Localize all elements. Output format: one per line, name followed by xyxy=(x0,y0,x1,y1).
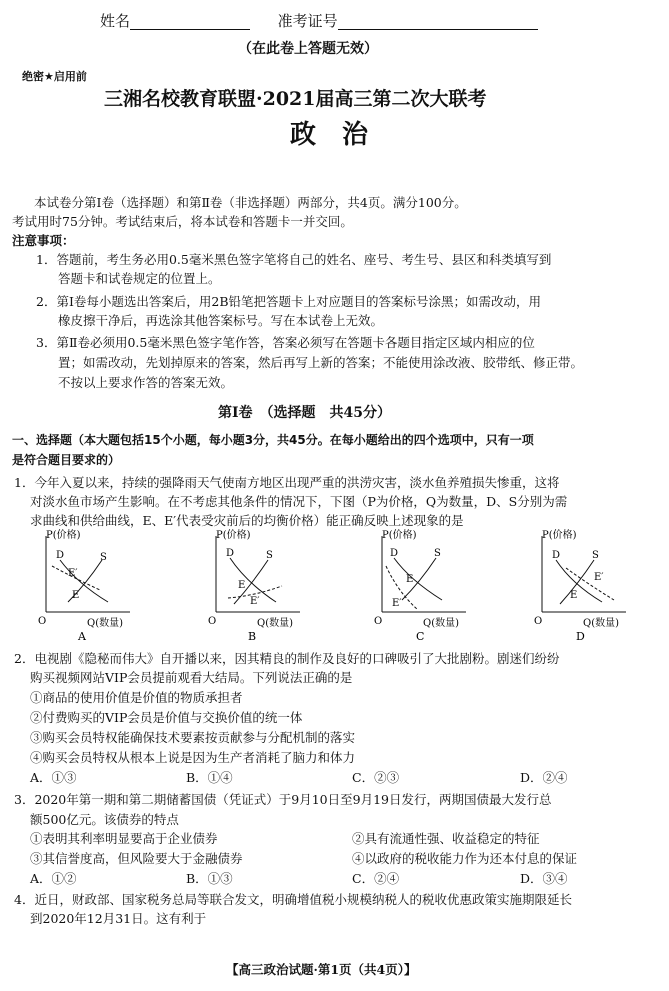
intro-line-2: 考试用时75分钟。考试结束后，将本试卷和答题卡一并交回。 xyxy=(12,214,353,229)
q3-stmt-1: ①表明其利率明显要高于企业债券 xyxy=(30,831,218,846)
header-fields xyxy=(100,13,538,30)
section-instr-a: 一、选择题（本大题包括15个小题，每小题3分，共45分。在每小题给出的四个选项中，只有一项 xyxy=(12,433,534,447)
q3-stmt-4: ④以政府的税收能力作为还本付息的保证 xyxy=(352,851,578,866)
graph-d xyxy=(534,528,626,643)
q1-line-a: 1．今年入夏以来，持续的强降雨天气使南方地区出现严重的洪涝灾害，淡水鱼养殖损失惨重，这将 xyxy=(14,475,560,490)
graph-d-e: E xyxy=(570,590,578,601)
graph-c xyxy=(374,528,466,643)
q2-line-a: 2．电视剧《隐秘而伟大》自开播以来，因其精良的制作及良好的口碑吸引了大批剧粉。剧迷们纷纷 xyxy=(14,651,560,666)
graph-a-y-label: P(价格) xyxy=(46,530,81,541)
notice-3c: 不按以上要求作答的答案无效。 xyxy=(58,375,234,390)
graph-b-origin: O xyxy=(208,616,217,627)
graph-d-x-label: Q(数量) xyxy=(583,618,620,629)
graph-d-s: S xyxy=(592,550,599,561)
q2-option-d: D．②④ xyxy=(520,770,568,785)
q3-line-a: 3．2020年第一期和第二期储蓄国债（凭证式）于9月10日至9月19日发行，两期国债最大发行总 xyxy=(14,792,552,807)
q3-option-d: D．③④ xyxy=(520,871,568,886)
subject-title: 政 治 xyxy=(290,120,369,150)
notice-title: 注意事项： xyxy=(12,233,75,248)
q1-line-b: 对淡水鱼市场产生影响。在不考虑其他条件的情况下，下图（P为价格，Q为数量，D、S分别为需 xyxy=(30,494,568,509)
q3-stmt-3: ③其信誉度高，但风险要大于金融债券 xyxy=(30,851,243,866)
graph-b-y-label: P(价格) xyxy=(216,530,251,541)
notice-2a: 2．第Ⅰ卷每小题选出答案后，用2B铅笔把答题卡上对应题目的答案标号涂黑；如需改动，用 xyxy=(36,294,542,309)
page-footer: 【高三政治试题·第1页（共4页）】 xyxy=(226,962,417,977)
q4-line-b: 到2020年12月31日。这有利于 xyxy=(30,911,207,926)
q2-stmt-2: ②付费购买的VIP会员是价值与交换价值的统一体 xyxy=(30,710,303,725)
exam-title: 三湘名校教育联盟·2021届高三第二次大联考 xyxy=(104,88,487,110)
graph-c-x-label: Q(数量) xyxy=(423,618,460,629)
q4-line-a: 4．近日，财政部、国家税务总局等联合发文，明确增值税小规模纳税人的税收优惠政策实施期限延长 xyxy=(14,892,572,907)
name-field xyxy=(130,15,250,30)
q2-stmt-4: ④购买会员特权从根本上说是因为生产者消耗了脑力和体力 xyxy=(30,750,356,765)
q2-option-b: B．①④ xyxy=(186,770,233,785)
name-label: 姓名 xyxy=(100,12,131,30)
section-instr-b: 是符合题目要求的） xyxy=(12,453,121,467)
graph-d-origin: O xyxy=(534,616,543,627)
graph-a-d: D xyxy=(56,550,65,561)
q2-line-b: 购买视频网站VIP会员提前观看大结局。下列说法正确的是 xyxy=(30,670,353,685)
section-title: 第Ⅰ卷 （选择题 共45分） xyxy=(218,405,392,421)
notice-2b: 橡皮擦干净后，再选涂其他答案标号。写在本试卷上无效。 xyxy=(58,313,384,328)
graph-a-x-label: Q(数量) xyxy=(87,618,124,629)
notice-1b: 答题卡和试卷规定的位置上。 xyxy=(58,271,221,286)
graph-d-d: D xyxy=(552,550,561,561)
q3-option-c: C．②④ xyxy=(352,871,400,886)
graph-b-e: E xyxy=(238,580,246,591)
graph-c-y-label: P(价格) xyxy=(382,530,417,541)
graph-a xyxy=(38,528,130,643)
q2-option-a: A．①③ xyxy=(30,770,77,785)
secret-mark: 绝密★启用前 xyxy=(22,70,87,83)
graph-c-s: S xyxy=(434,548,441,559)
graph-d-e-prime: E′ xyxy=(594,572,604,583)
exam-id-field xyxy=(338,15,538,30)
notice-3a: 3．第Ⅱ卷必须用0.5毫米黑色签字笔作答，答案必须写在答题卡各题目指定区域内相应的位 xyxy=(36,335,535,350)
intro-line-1: 本试卷分第Ⅰ卷（选择题）和第Ⅱ卷（非选择题）两部分，共4页。满分100分。 xyxy=(34,195,467,210)
graph-c-caption: C xyxy=(416,630,425,643)
graph-c-e: E xyxy=(406,574,414,585)
q2-stmt-1: ①商品的使用价值是价值的物质承担者 xyxy=(30,690,243,705)
graph-b-caption: B xyxy=(248,630,257,643)
q2-option-c: C．②③ xyxy=(352,770,400,785)
q2-stmt-3: ③购买会员特权能确保技术要素按贡献参与分配机制的落实 xyxy=(30,730,356,745)
graph-c-e-prime: E′ xyxy=(392,598,402,609)
graph-b-d: D xyxy=(226,548,235,559)
graph-a-e-prime: E′ xyxy=(68,568,78,579)
q1-line-c: 求曲线和供给曲线，E、E′代表受灾前后的均衡价格）能正确反映上述现象的是 xyxy=(30,513,464,528)
graph-b-x-label: Q(数量) xyxy=(257,618,294,629)
graph-b xyxy=(208,528,300,643)
answer-note: （在此卷上答题无效） xyxy=(238,41,378,57)
q3-stmt-2: ②具有流通性强、收益稳定的特征 xyxy=(352,831,540,846)
graph-a-s: S xyxy=(100,552,107,563)
q3-line-b: 额500亿元。该债券的特点 xyxy=(30,812,179,827)
graph-c-d: D xyxy=(390,548,399,559)
graph-a-caption: A xyxy=(78,630,86,643)
q3-option-b: B．①③ xyxy=(186,871,233,886)
graph-d-caption: D xyxy=(576,630,585,643)
supply-demand-graphs xyxy=(0,526,669,644)
graph-a-origin: O xyxy=(38,616,47,627)
graph-a-e: E xyxy=(72,590,80,601)
graph-b-s: S xyxy=(266,550,273,561)
notice-1a: 1．答题前，考生务必用0.5毫米黑色签字笔将自己的姓名、座号、考生号、县区和科类填写到 xyxy=(36,252,552,267)
exam-id-label: 准考证号 xyxy=(277,12,338,30)
notice-3b: 置；如需改动，先划掉原来的答案，然后再写上新的答案；不能使用涂改液、胶带纸、修正带。 xyxy=(58,355,584,370)
graph-b-e-prime: E′ xyxy=(250,596,260,607)
q3-option-a: A．①② xyxy=(30,871,77,886)
graph-c-origin: O xyxy=(374,616,383,627)
graph-d-y-label: P(价格) xyxy=(542,530,577,541)
